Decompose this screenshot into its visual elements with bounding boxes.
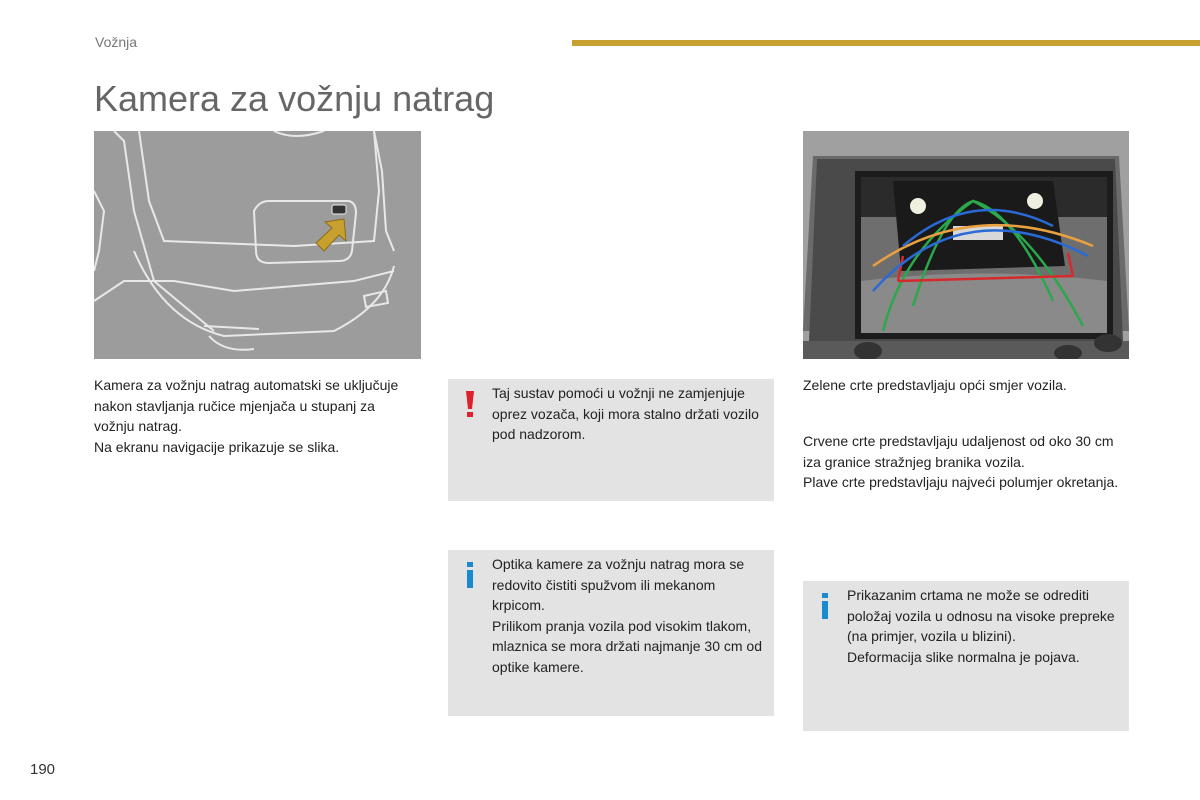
- info-paragraph: Deformacija slike normalna je pojava.: [847, 648, 1080, 665]
- info-icon: [815, 592, 835, 620]
- info-note-cleaning: [448, 550, 774, 716]
- header-accent-bar: [572, 40, 1200, 46]
- info-text-limitations: [847, 585, 1119, 667]
- red-blue-lines-text: [803, 431, 1123, 493]
- info-paragraph: Optika kamere za vožnju natrag mora se redovito čistiti spužvom ili mekanom krpicom.: [492, 556, 745, 613]
- blue-lines-paragraph: Plave crte predstavljaju najveći polumjer okretanja.: [803, 474, 1119, 490]
- rear-camera-location-illustration: [94, 131, 421, 359]
- green-lines-paragraph: Zelene crte predstavljaju opći smjer vozila.: [803, 377, 1067, 393]
- intro-text: [94, 375, 404, 457]
- intro-paragraph-1: Kamera za vožnju natrag automatski se uključuje nakon stavljanja ručice mjenjača u stupanj za vožnju natrag.: [94, 377, 399, 434]
- warning-text: [492, 383, 772, 445]
- page-number: 190: [30, 761, 56, 778]
- rear-camera-display-illustration: [803, 131, 1129, 359]
- green-lines-text: [803, 375, 1123, 396]
- section-label: Vožnja: [95, 34, 138, 50]
- info-paragraph: Prilikom pranja vozila pod visokim tlakom, mlaznica se mora držati najmanje 30 cm od optike kamere.: [492, 617, 763, 675]
- red-lines-paragraph: Crvene crte predstavljaju udaljenost od oko 30 cm iza granice stražnjeg branika vozila.: [803, 433, 1114, 470]
- info-icon: [460, 561, 480, 589]
- warning-paragraph: Taj sustav pomoći u vožnji ne zamjenjuje oprez vozača, koji mora stalno držati vozilo pod nadzorom.: [492, 385, 759, 442]
- page-title: Kamera za vožnju natrag: [94, 78, 495, 119]
- info-paragraph: Prikazanim crtama ne može se odrediti položaj vozila u odnosu na visoke prepreke (na primjer, vozila u blizini).: [847, 587, 1115, 644]
- info-note-limitations: [803, 581, 1129, 731]
- exclamation-icon: [460, 390, 480, 418]
- warning-note: [448, 379, 774, 501]
- intro-paragraph-2: Na ekranu navigacije prikazuje se slika.: [94, 438, 340, 455]
- info-text-cleaning: [492, 554, 772, 677]
